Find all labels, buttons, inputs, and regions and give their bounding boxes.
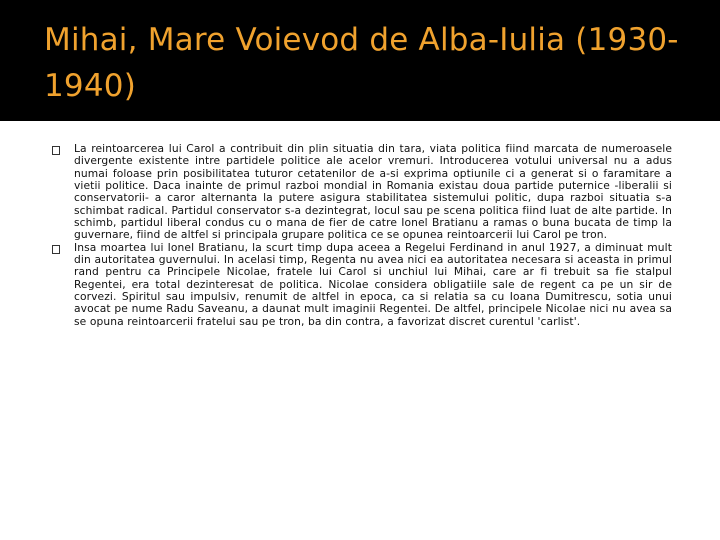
slide-title: Mihai, Mare Voievod de Alba-Iulia (1930-1940) bbox=[44, 22, 679, 104]
bullet-text: Insa moartea lui Ionel Bratianu, la scurt timp dupa aceea a Regelui Ferdinand in anul 1927, a diminuat mult din autoritatea guvernului. In acelasi timp, Regenta nu avea nici ea autoritatea necesara si aceasta in primul rand pentru ca Principele Nicolae, fratele lui Carol si unchiul lui Mihai, care ar fi trebuit sa fie stalpul Regentei, era total dezinteresat de politica. Nicolae considera obligatiile sale de regent ca pe un sir de corvezi. Spiritul sau impulsiv, renumit de altfel in epoca, ca si relatia sa cu Ioana Dumitrescu, sotia unui avocat pe nume Radu Saveanu, a daunat mult imaginii Regentei. De altfel, principele Nicolae nici nu avea sa se opuna reintoarcerii fratelui sau pe tron, ba din contra, a favorizat discret curentul 'carlist'. bbox=[74, 240, 672, 328]
slide-content bbox=[52, 143, 672, 328]
bullet-square-icon bbox=[52, 245, 60, 254]
bullet-item bbox=[52, 143, 672, 242]
bullet-square-icon bbox=[52, 146, 60, 155]
bullet-text: La reintoarcerea lui Carol a contribuit din plin situatia din tara, viata politica fiind marcata de numeroasele divergente existente intre partidele politice ale acelor vremuri. Introducerea votului universal nu a adus numai foloase prin posibilitatea tuturor cetatenilor de a-si exprima optiunile ci a generat si o faramitare a vietii politice. Daca inainte de primul razboi mondial in Romania existau doua partide puternice -liberalii si conservatorii- a caror alternanta la putere asigura stabilitatea sistemului politic, dupa razboi situatia s-a schimbat radical. Partidul conservator s-a dezintegrat, locul sau pe scena politica fiind luat de alte partide. In schimb, partidul liberal condus cu o mana de fier de catre Ionel Bratianu a ramas o buna bucata de timp la guvernare, fiind de altfel si principala grupare politica ce se opunea reintoarcerii lui Carol pe tron. bbox=[74, 142, 672, 242]
title-bar bbox=[0, 0, 720, 121]
bullet-item bbox=[52, 242, 672, 328]
